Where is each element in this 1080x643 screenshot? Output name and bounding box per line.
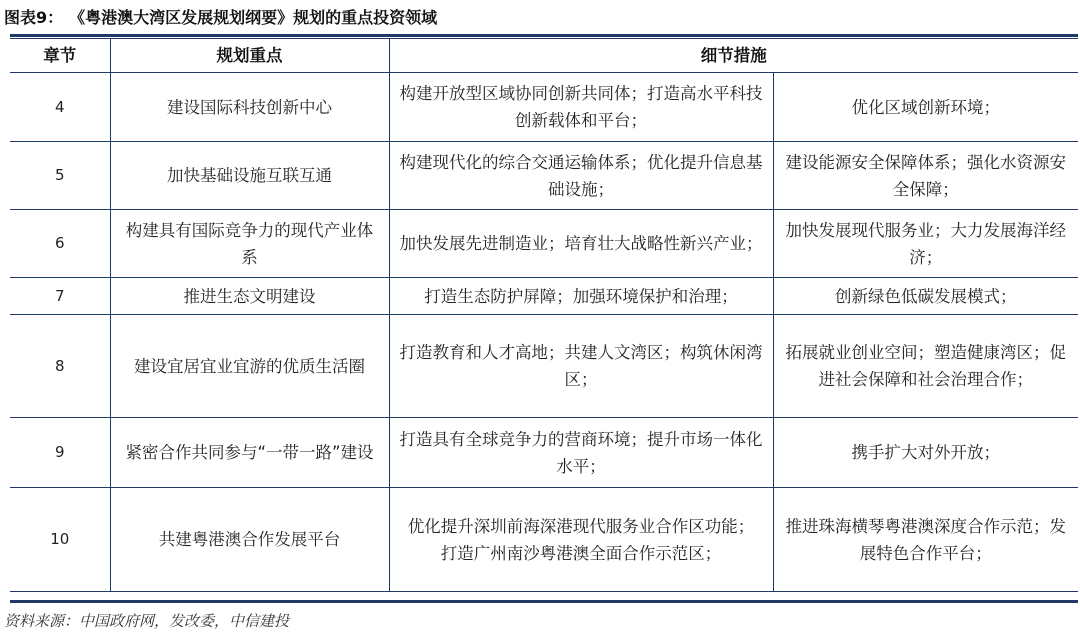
table-row <box>10 315 1078 418</box>
table-row <box>10 418 1078 488</box>
figure-title-text: 《粤港澳大湾区发展规划纲要》规划的重点投资领域 <box>77 8 438 27</box>
table-row <box>10 142 1078 210</box>
table-top-rule <box>10 34 1078 37</box>
cell-measure-a: 打造具有全球竞争力的营商环境；提升市场一体化水平； <box>389 418 773 488</box>
cell-measure-b: 携手扩大对外开放； <box>773 418 1078 488</box>
cell-measure-b: 加快发展现代服务业；大力发展海洋经济； <box>773 210 1078 278</box>
cell-measure-a: 打造教育和人才高地；共建人文湾区；构筑休闲湾区； <box>389 315 773 418</box>
cell-chapter: 5 <box>10 142 110 210</box>
cell-chapter: 7 <box>10 278 110 315</box>
source-note: 资料来源：中国政府网，发改委，中信建投 <box>4 612 290 630</box>
cell-chapter: 8 <box>10 315 110 418</box>
table-row <box>10 278 1078 315</box>
investment-areas-table <box>10 38 1078 592</box>
cell-measure-a: 打造生态防护屏障；加强环境保护和治理； <box>389 278 773 315</box>
cell-chapter: 9 <box>10 418 110 488</box>
cell-measure-b: 建设能源安全保障体系；强化水资源安全保障； <box>773 142 1078 210</box>
cell-measure-b: 优化区域创新环境； <box>773 73 1078 142</box>
table-header-row <box>10 39 1078 73</box>
cell-chapter: 10 <box>10 488 110 592</box>
cell-focus: 建设宜居宜业宜游的优质生活圈 <box>110 315 389 418</box>
header-focus: 规划重点 <box>110 39 389 73</box>
table-bottom-rule <box>10 600 1078 603</box>
cell-measure-b: 创新绿色低碳发展模式； <box>773 278 1078 315</box>
cell-focus: 紧密合作共同参与“一带一路”建设 <box>110 418 389 488</box>
table-row <box>10 73 1078 142</box>
cell-focus: 共建粤港澳合作发展平台 <box>110 488 389 592</box>
cell-measure-b: 拓展就业创业空间；塑造健康湾区；促进社会保障和社会治理合作； <box>773 315 1078 418</box>
figure-label: 图表9： <box>4 8 64 27</box>
cell-focus: 加快基础设施互联互通 <box>110 142 389 210</box>
cell-chapter: 4 <box>10 73 110 142</box>
table-row <box>10 210 1078 278</box>
cell-measure-a: 加快发展先进制造业；培育壮大战略性新兴产业； <box>389 210 773 278</box>
cell-focus: 构建具有国际竞争力的现代产业体系 <box>110 210 389 278</box>
header-chapter: 章节 <box>10 39 110 73</box>
cell-focus: 推进生态文明建设 <box>110 278 389 315</box>
header-measures: 细节措施 <box>389 39 1078 73</box>
cell-measure-a: 构建现代化的综合交通运输体系；优化提升信息基础设施； <box>389 142 773 210</box>
cell-chapter: 6 <box>10 210 110 278</box>
table-row <box>10 488 1078 592</box>
figure-title <box>4 5 437 28</box>
cell-measure-a: 优化提升深圳前海深港现代服务业合作区功能； 打造广州南沙粤港澳全面合作示范区； <box>389 488 773 592</box>
cell-measure-b: 推进珠海横琴粤港澳深度合作示范；发展特色合作平台； <box>773 488 1078 592</box>
cell-focus: 建设国际科技创新中心 <box>110 73 389 142</box>
cell-measure-a: 构建开放型区域协同创新共同体；打造高水平科技创新载体和平台； <box>389 73 773 142</box>
